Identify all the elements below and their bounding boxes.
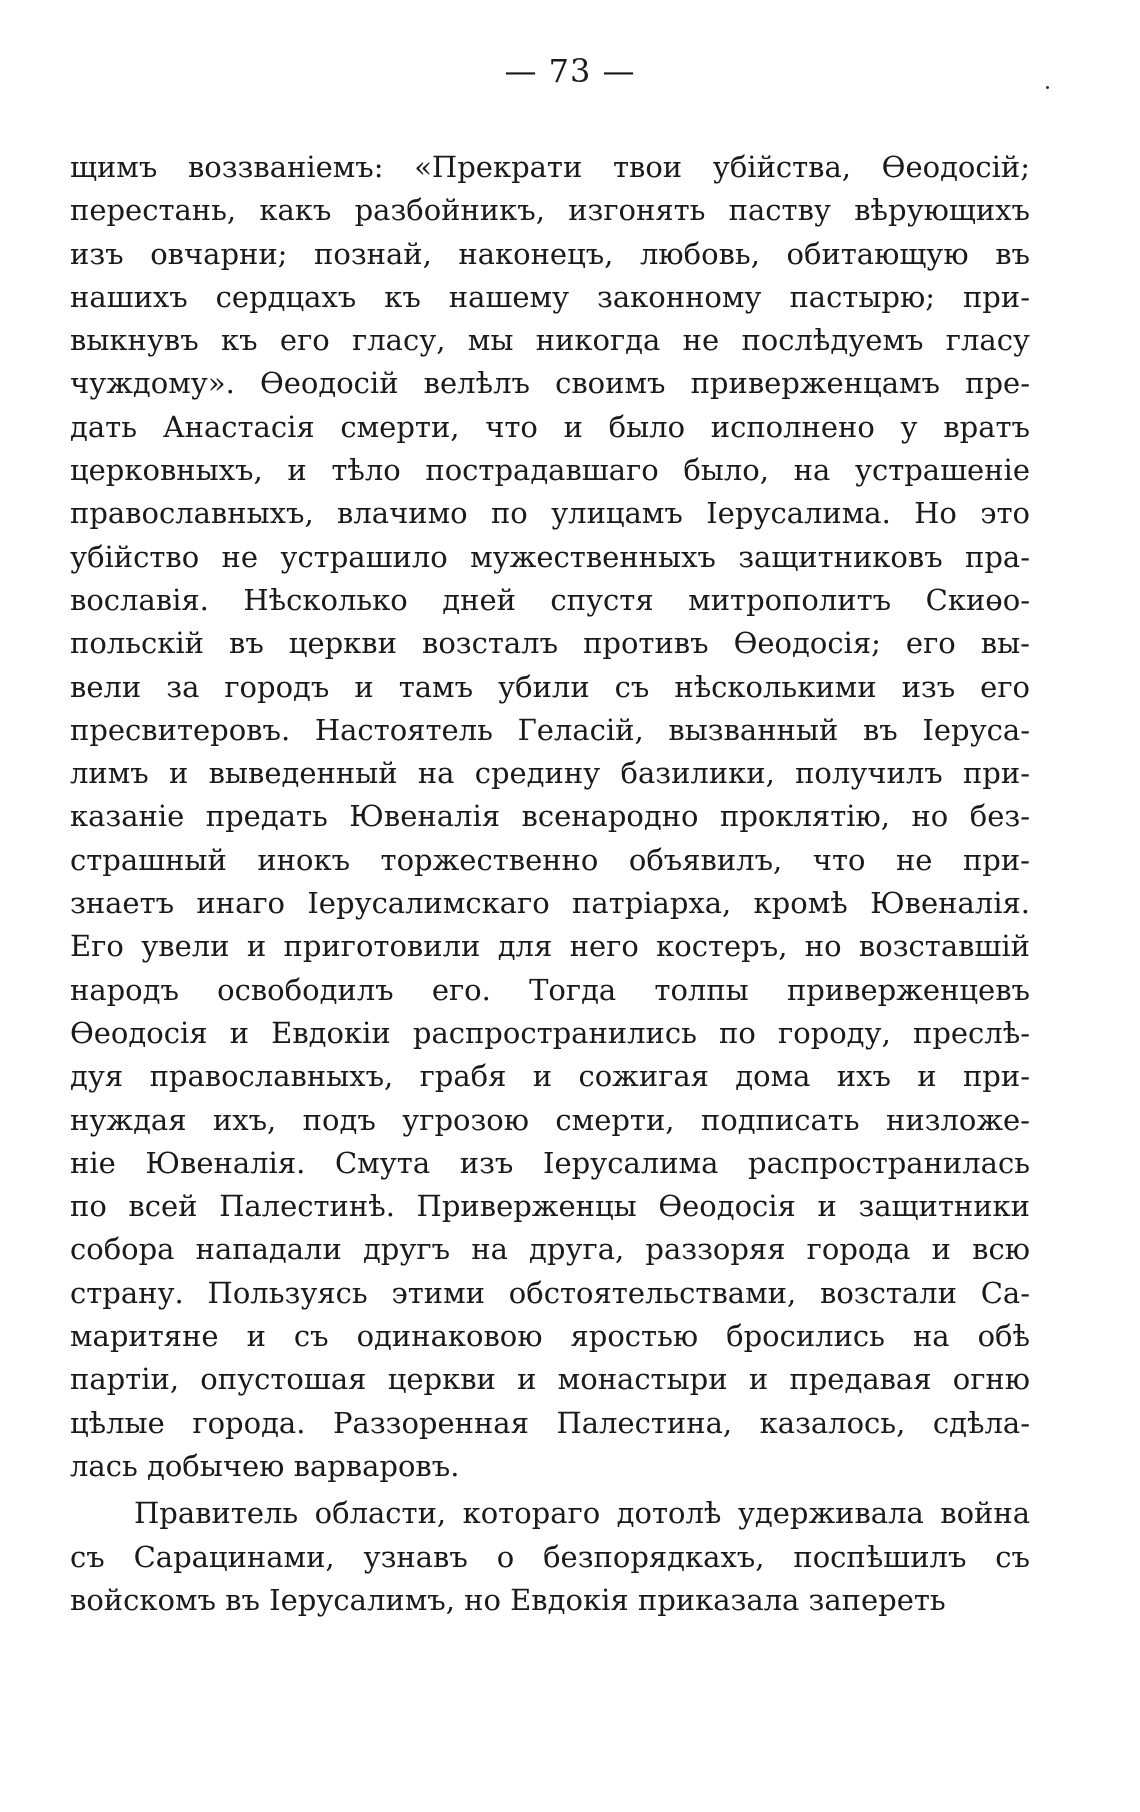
text-line: партіи, опустошая церкви и монастыри и предавая огню xyxy=(70,1362,1030,1397)
text-line: знаетъ инаго Іерусалимскаго патріарха, кромѣ Ювеналія. xyxy=(70,886,1030,921)
text-line: страну. Пользуясь этими обстоятельствами, возстали Са- xyxy=(70,1275,1030,1310)
text-line: щимъ воззваніемъ: «Прекрати твои убійства, Өеодосій; xyxy=(70,150,1030,184)
text-line: Өеодосія и Евдокіи распространились по городу, преслѣ- xyxy=(70,1015,1030,1050)
text-line: перестань, какъ разбойникъ, изгонять паству вѣрующихъ xyxy=(70,193,1030,228)
text-line: нашихъ сердцахъ къ нашему законному пастырю; при- xyxy=(70,279,1030,314)
text-line: казаніе предать Ювеналія всенародно проклятію, но без- xyxy=(70,799,1030,834)
text-line: ніе Ювеналія. Смута изъ Іерусалима распространилась xyxy=(70,1145,1030,1180)
text-line: польскій въ церкви возсталъ противъ Өеодосія; его вы- xyxy=(70,626,1030,661)
paragraph-2 xyxy=(70,1492,1030,1622)
text-line: войскомъ въ Іерусалимъ, но Евдокія приказала запереть xyxy=(70,1582,946,1617)
text-line: Правитель области, котораго дотолѣ удерживала война xyxy=(134,1496,1030,1531)
text-line: нуждая ихъ, подъ угрозою смерти, подписать низложе- xyxy=(70,1102,1030,1137)
page-number: — 73 — xyxy=(504,52,636,90)
text-line: дать Анастасія смерти, что и было исполнено у вратъ xyxy=(70,409,1030,444)
text-line: по всей Палестинѣ. Приверженцы Өеодосія и защитники xyxy=(70,1189,1030,1224)
paragraph-1 xyxy=(70,146,1030,1488)
text-line: вели за городъ и тамъ убили съ нѣсколькими изъ его xyxy=(70,669,1030,704)
text-line: Его увели и приготовили для него костеръ, но возставшій xyxy=(70,929,1030,964)
text-line: лась добычею варваровъ. xyxy=(70,1448,460,1483)
text-line: собора нападали другъ на друга, раззоряя города и всю xyxy=(70,1232,1030,1267)
text-line: выкнувъ къ его гласу, мы никогда не послѣдуемъ гласу xyxy=(70,323,1030,358)
text-line: цѣлые города. Раззоренная Палестина, казалось, сдѣла- xyxy=(70,1405,1030,1440)
text-line: лимъ и выведенный на средину базилики, получилъ при- xyxy=(70,756,1030,791)
text-line: страшный инокъ торжественно объявилъ, что не при- xyxy=(70,842,1030,877)
text-line: убійство не устрашило мужественныхъ защитниковъ пра- xyxy=(70,539,1030,574)
text-line: пресвитеровъ. Настоятель Геласій, вызванный въ Іеруса- xyxy=(70,712,1030,747)
body-text xyxy=(70,146,1030,1622)
text-line: чуждому». Өеодосій велѣлъ своимъ приверженцамъ пре- xyxy=(70,366,1030,401)
print-speck xyxy=(1046,86,1049,89)
text-line: народъ освободилъ его. Тогда толпы приверженцевъ xyxy=(70,972,1030,1007)
text-line: маритяне и съ одинаковою яростью бросились на обѣ xyxy=(70,1319,1030,1354)
text-line: церковныхъ, и тѣло пострадавшаго было, на устрашеніе xyxy=(70,453,1030,488)
text-line: дуя православныхъ, грабя и сожигая дома ихъ и при- xyxy=(70,1059,1030,1094)
text-line: вославія. Нѣсколько дней спустя митрополитъ Скиөо- xyxy=(70,582,1030,617)
text-line: православныхъ, влачимо по улицамъ Іерусалима. Но это xyxy=(70,496,1030,531)
text-line: съ Сарацинами, узнавъ о безпорядкахъ, поспѣшилъ съ xyxy=(70,1539,1030,1574)
text-line: изъ овчарни; познай, наконецъ, любовь, обитающую въ xyxy=(70,236,1030,271)
